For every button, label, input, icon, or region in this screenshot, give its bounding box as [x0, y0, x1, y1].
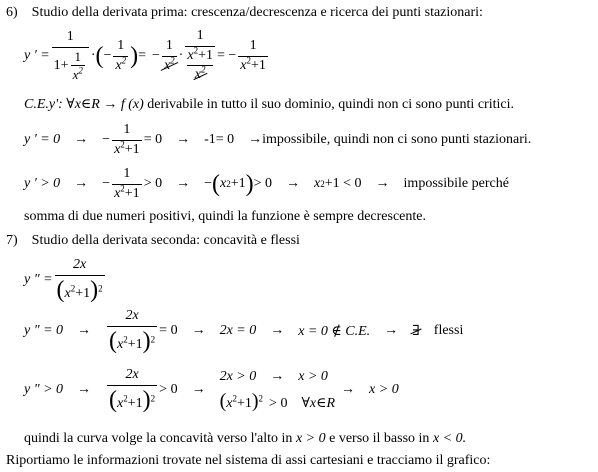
fraction-1: [52, 30, 89, 82]
plus-one: +1: [127, 336, 143, 352]
concavity-mid: e verso il basso in: [329, 431, 430, 446]
fraction-bar: [185, 46, 215, 47]
denominator: [55, 278, 105, 302]
arrow: →: [77, 382, 92, 397]
ce-label: C.E.y':: [24, 97, 63, 112]
section-title: Studio della derivata seconda: concavità e flessi: [31, 233, 300, 248]
x-var: x: [114, 141, 121, 157]
condition-up: x > 0: [295, 431, 326, 446]
concavity-pre: quindi la curva volge la concavità verso l'alto in: [24, 431, 293, 446]
exponent: 2: [120, 138, 125, 149]
final-instruction: Riportiamo le informazioni trovate nel sistema di assi cartesiani e tracciamo il grafico:: [6, 453, 491, 468]
equals: =: [138, 48, 147, 63]
plus-one: +1: [127, 395, 143, 411]
middle-expr: -1= 0: [204, 132, 235, 147]
fraction-5: [238, 39, 268, 73]
arrow: →: [341, 382, 356, 397]
fraction: [107, 309, 157, 353]
exponent: 2: [121, 54, 127, 65]
open-paren: (: [109, 386, 118, 413]
numerator: 2x: [125, 308, 139, 324]
domain-text: derivabile in tutto il suo dominio, quindi non ci sono punti critici.: [147, 97, 514, 112]
x-var: x: [194, 67, 202, 83]
numerator: 1: [165, 37, 173, 53]
x-var: x: [64, 285, 71, 301]
close-paren: ): [142, 386, 151, 413]
greater-zero: > 0: [143, 176, 163, 191]
arrow: →: [176, 132, 191, 147]
close-paren: ): [245, 171, 254, 197]
forall-expr: ∀x∈R: [301, 395, 336, 411]
denominator: [112, 182, 142, 202]
exponent: 2: [232, 392, 237, 403]
eq-lhs: y ' = 0: [24, 132, 61, 147]
inequality-rest: +1 < 0: [324, 176, 362, 191]
x-var: x: [163, 57, 171, 73]
numerator: 1: [66, 29, 74, 45]
close-paren: ): [142, 327, 151, 354]
arrow: →: [191, 323, 206, 338]
arrow: →: [270, 368, 285, 384]
numerator: 1: [196, 27, 204, 43]
inflection-equation: [24, 306, 463, 356]
plus-one: +1: [250, 57, 266, 73]
fraction-4: [185, 29, 215, 83]
concavity-conclusion: [24, 432, 466, 446]
exponent: 2: [123, 393, 128, 404]
arrow: →: [77, 323, 92, 338]
minus: −: [103, 48, 112, 63]
exponent: 2: [170, 54, 175, 65]
numerator: 1: [123, 121, 131, 137]
fraction: [112, 123, 142, 157]
monotonicity-conclusion: somma di due numeri positivi, quindi la funzione è sempre decrescente.: [24, 209, 426, 224]
inner-denominator: [71, 68, 85, 82]
equals-minus: = −: [216, 48, 237, 63]
denominator: [238, 54, 268, 74]
exponent: 2: [201, 64, 206, 75]
greater-zero: > 0: [159, 382, 178, 397]
numerator: 1: [249, 37, 257, 53]
open-paren: (: [95, 43, 104, 69]
x-var: x: [240, 57, 247, 73]
arrow: →: [74, 176, 89, 191]
exponent: 2: [70, 283, 76, 294]
arrow: →: [248, 132, 263, 147]
conclusion-text: impossibile, quindi non ci sono punti stazionari.: [262, 132, 532, 147]
fraction: [107, 368, 157, 412]
monotonicity-equation: y ' > 0 → − $\frac{1}{x^2+1}$ > 0 → − ( x 2 +1 ) > 0 → x 2 +1 < 0 → impossibile perché: [24, 165, 509, 201]
close-paren: ): [251, 389, 259, 412]
dot: ·: [90, 48, 96, 63]
concavity-equation: [24, 360, 399, 420]
x-var: x: [117, 395, 124, 411]
fraction-3: [162, 39, 177, 73]
exponent: 2: [193, 45, 199, 55]
fraction: [112, 167, 142, 201]
plus-one: +1: [124, 141, 140, 157]
fraction-bar: [107, 326, 157, 327]
fraction-bar: [52, 47, 89, 48]
second-derivative-equation: [24, 252, 107, 308]
denominator: [107, 388, 157, 412]
arrow: →: [375, 176, 390, 191]
fraction-2: [113, 39, 128, 73]
denominator: [107, 329, 157, 353]
minus: −: [204, 176, 212, 191]
x-var: x: [115, 57, 122, 73]
greater-zero: > 0: [253, 176, 273, 191]
minus: −: [152, 48, 160, 63]
sys1-expr: 2x > 0: [219, 368, 257, 384]
system: [220, 369, 335, 412]
x-var: x: [187, 47, 194, 63]
not-exists-symbol: ∃: [412, 323, 420, 339]
denominator: [113, 54, 128, 74]
open-paren: (: [109, 327, 118, 354]
minus: −: [102, 176, 111, 191]
exponent: 2: [246, 54, 251, 65]
fraction-bar: [112, 184, 142, 185]
open-paren: (: [212, 171, 220, 197]
arrow: →: [74, 132, 89, 147]
eq-lhs: y ' =: [24, 48, 50, 63]
plus-one: +1: [75, 285, 91, 301]
system-line-2: [220, 391, 335, 412]
denominator: [52, 50, 89, 82]
minus: −: [102, 132, 111, 147]
section-number: 7): [6, 233, 18, 248]
denominator: [112, 138, 142, 158]
condition-down: x < 0.: [432, 431, 467, 446]
exponent: 2: [150, 334, 156, 345]
exponent: 2: [98, 283, 103, 294]
x-var: x: [220, 176, 227, 191]
exponent: 2: [150, 393, 156, 404]
fraction-bar: [55, 275, 105, 276]
dot: ·: [178, 48, 184, 63]
close-paren: ): [130, 43, 139, 69]
function-expr: f (x): [120, 97, 144, 112]
inner-numerator: 1: [74, 48, 81, 64]
section-7-heading: [6, 234, 300, 248]
exponent: 2: [123, 334, 128, 345]
middle-expr: 2x = 0: [219, 323, 257, 338]
section-number: 6): [6, 5, 18, 20]
result-expr: x > 0: [369, 382, 399, 397]
open-paren: (: [56, 276, 65, 303]
derivative-equation: [24, 26, 270, 86]
numerator: 2x: [73, 257, 87, 273]
x-var: x: [226, 395, 233, 411]
section-title: Studio della derivata prima: crescenza/decrescenza e ricerca dei punti stazionari:: [31, 5, 483, 20]
numerator: 2x: [125, 367, 139, 383]
greater-zero: > 0: [269, 395, 288, 411]
stationary-equation: [24, 120, 531, 160]
arrow: →: [103, 97, 118, 112]
exponent: 2: [258, 392, 264, 403]
open-paren: (: [219, 389, 227, 412]
conclusion-text: impossibile perché: [403, 176, 509, 191]
equals-zero: = 0: [143, 132, 163, 147]
inner-fraction: [71, 50, 85, 82]
fraction-bar: [238, 56, 268, 57]
plus-one: +1: [230, 176, 246, 191]
exponent: 2: [78, 66, 83, 77]
sys1-result: x > 0: [298, 368, 328, 384]
plus-one: +1: [236, 395, 252, 411]
system-line-1: [220, 369, 335, 385]
plus-one: +1: [124, 185, 140, 201]
cancelled-denominator: [162, 54, 177, 74]
equals-zero: = 0: [159, 323, 178, 338]
denominator: [185, 45, 215, 83]
domain-line: [24, 98, 514, 112]
x-var: x: [72, 67, 79, 83]
eq-lhs: y ' > 0: [24, 176, 61, 191]
x-var: x: [314, 176, 321, 191]
eq-lhs: y " =: [24, 272, 53, 287]
exponent: 2: [120, 182, 125, 193]
arrow: →: [191, 382, 206, 397]
eq-lhs: y " > 0: [24, 382, 64, 397]
one-plus: 1+: [53, 57, 69, 73]
result-expr: x = 0 ∉ C.E.: [298, 323, 371, 339]
fraction-bar: [107, 385, 157, 386]
plus-one: +1: [198, 47, 213, 63]
cancelled-x: [194, 64, 206, 83]
numerator: 1: [117, 37, 125, 53]
arrow: →: [176, 176, 191, 191]
x-var: x: [117, 336, 124, 352]
arrow: →: [384, 323, 399, 338]
fraction: [55, 258, 105, 302]
forall-expr: ∀x∈R: [66, 97, 100, 112]
eq-lhs: y " = 0: [24, 323, 64, 338]
fraction-bar: [112, 140, 142, 141]
section-6-heading: [6, 6, 483, 20]
arrow: →: [270, 323, 285, 338]
arrow: →: [286, 176, 301, 191]
x-var: x: [114, 185, 121, 201]
close-paren: ): [90, 276, 99, 303]
flessi-label: flessi: [433, 323, 464, 338]
numerator: 1: [123, 165, 131, 181]
